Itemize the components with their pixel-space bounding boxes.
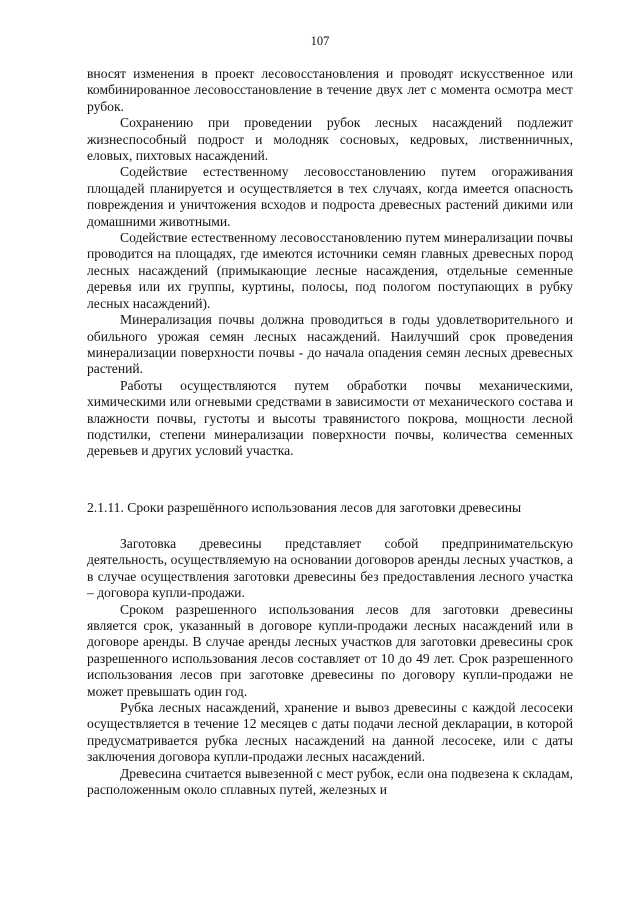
paragraph: Сроком разрешенного использования лесов для заготовки древесины является срок, указанный в договоре купли-продажи лесных насаждений или в договоре аренды. В случае аренды лесных участков для заготовки древесины срок разрешенного использования лесов составляет от 10 до 49 лет. Срок разрешенного использования лесов при заготовке древесины по договору купли-продажи не может превышать один год. — [87, 601, 573, 699]
paragraph: вносят изменения в проект лесовосстановления и проводят искусственное или комбинированное лесовосстановление в течение двух лет с момента осмотра мест рубок. — [87, 66, 573, 114]
body-text-bottom — [87, 536, 573, 799]
paragraph: Содействие естественному лесовосстановлению путем огораживания площадей планируется и осуществляется в тех случаях, когда имеется опасность повреждения и уничтожения всходов и подроста древесных растений дикими или домашними животными. — [87, 164, 573, 229]
paragraph: Рубка лесных насаждений, хранение и вывоз древесины с каждой лесосеки осуществляется в течение 12 месяцев с даты подачи лесной декларации, в которой предусматривается рубка лесных насаждений на данной лесосеке, или с даты заключения договора купли-продажи лесных насаждений. — [87, 700, 573, 765]
paragraph: Заготовка древесины представляет собой предпринимательскую деятельность, осуществляемую на основании договоров аренды лесных участков, а в случае осуществления заготовки древесины без предоставления лесного участка – договора купли-продажи. — [87, 536, 573, 601]
section-heading: 2.1.11. Сроки разрешённого использования лесов для заготовки древесины — [87, 500, 522, 515]
paragraph: Древесина считается вывезенной с мест рубок, если она подвезена к складам, расположенным около сплавных путей, железных и — [87, 765, 573, 798]
page-number: 107 — [310, 34, 330, 48]
paragraph: Сохранению при проведении рубок лесных насаждений подлежит жизнеспособный подрост и молодняк сосновых, кедровых, лиственничных, еловых, пихтовых насаждений. — [87, 115, 573, 164]
body-text-top — [87, 66, 573, 460]
paragraph: Минерализация почвы должна проводиться в годы удовлетворительного и обильного урожая семян лесных насаждений. Наилучший срок проведения минерализации поверхности почвы - до начала опадения семян лесных древесных растений. — [87, 312, 573, 377]
paragraph: Работы осуществляются путем обработки почвы механическими, химическими или огневыми средствами в зависимости от механического состава и влажности почвы, густоты и высоты травянистого покрова, мощности лесной подстилки, степени минерализации поверхности почвы, количества семенных деревьев и других условий участка. — [87, 377, 573, 459]
paragraph: Содействие естественному лесовосстановлению путем минерализации почвы проводится на площадях, где имеются источники семян главных древесных пород лесных насаждений (примыкающие лесные насаждения, отдельные семенные деревья или их группы, куртины, полосы, под пологом поступающих в рубку лесных насаждений). — [87, 230, 573, 311]
